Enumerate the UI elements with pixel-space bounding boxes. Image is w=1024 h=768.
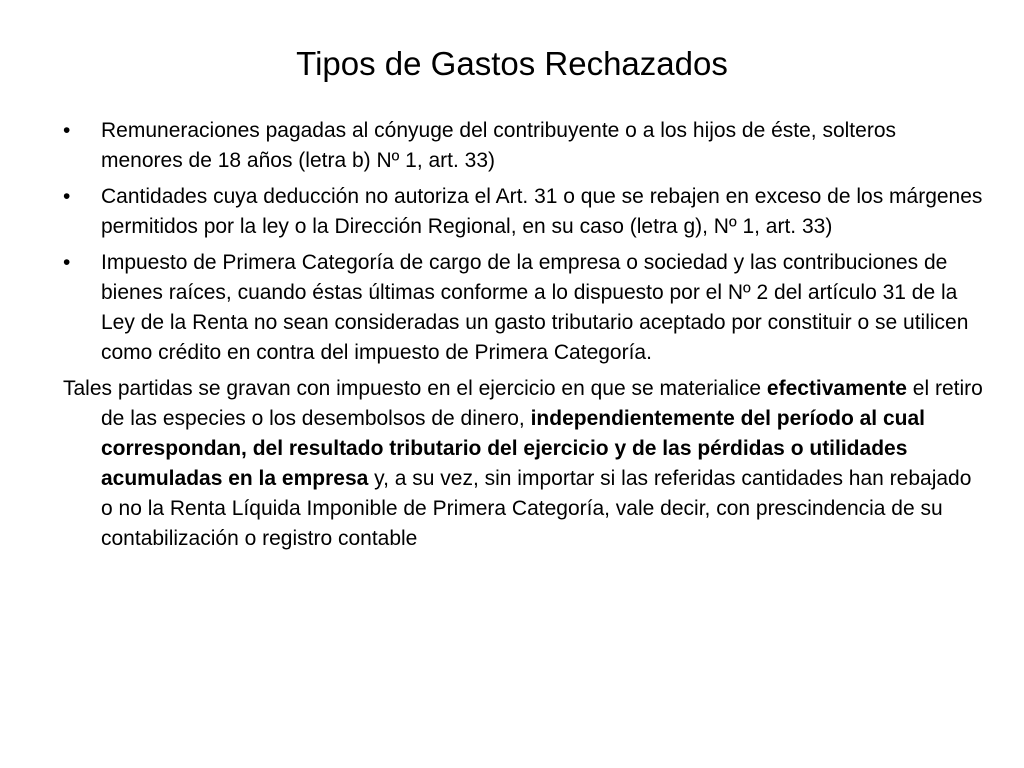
- closing-text-bold-efectivamente: efectivamente: [766, 377, 907, 400]
- bullet-marker: •: [63, 119, 71, 142]
- bullet-marker: •: [63, 185, 71, 208]
- bullet-text: Impuesto de Primera Categoría de cargo de la empresa o sociedad y las contribuciones de bienes raíces, cuando éstas últimas conforme a lo dispuesto por el Nº 2 del artículo 31 de la Ley de la Renta no sean consideradas un gasto tributario aceptado por constituir o se utilicen como crédito en contra del impuesto de Primera Categoría.: [101, 251, 969, 364]
- closing-text-part5: y, a su vez, sin importar si las referidas cantidades han rebajado o no la Renta Líquida Imponible de Primera Categoría, vale decir, con prescindencia de su contabilización o registro contable: [101, 467, 972, 550]
- bullet-item-impuesto: [63, 248, 983, 368]
- bullet-item-cantidades: [63, 182, 983, 242]
- bullet-text: Remuneraciones pagadas al cónyuge del contribuyente o a los hijos de éste, solteros menores de 18 años (letra b) Nº 1, art. 33): [101, 119, 896, 172]
- closing-text-bold-independientemente: independientemente del período al cual correspondan, del resultado tributario del ejercicio y de las pérdidas o utilidades acumuladas en la empresa: [101, 407, 925, 490]
- bullet-text: Cantidades cuya deducción no autoriza el Art. 31 o que se rebajen en exceso de los márgenes permitidos por la ley o la Dirección Regional, en su caso (letra g), Nº 1, art. 33): [101, 185, 983, 238]
- slide-title: Tipos de Gastos Rechazados: [296, 45, 728, 82]
- closing-text-part1: Tales partidas se gravan con impuesto en el ejercicio en que se materialice: [63, 377, 767, 400]
- closing-text-part3: el retiro de las especies o los desembolsos de dinero,: [101, 377, 983, 430]
- bullet-list: [63, 116, 983, 368]
- bullet-marker: •: [63, 251, 71, 274]
- bullet-item-remuneraciones: [63, 116, 983, 176]
- closing-paragraph: [63, 374, 983, 554]
- slide-body: [63, 116, 983, 554]
